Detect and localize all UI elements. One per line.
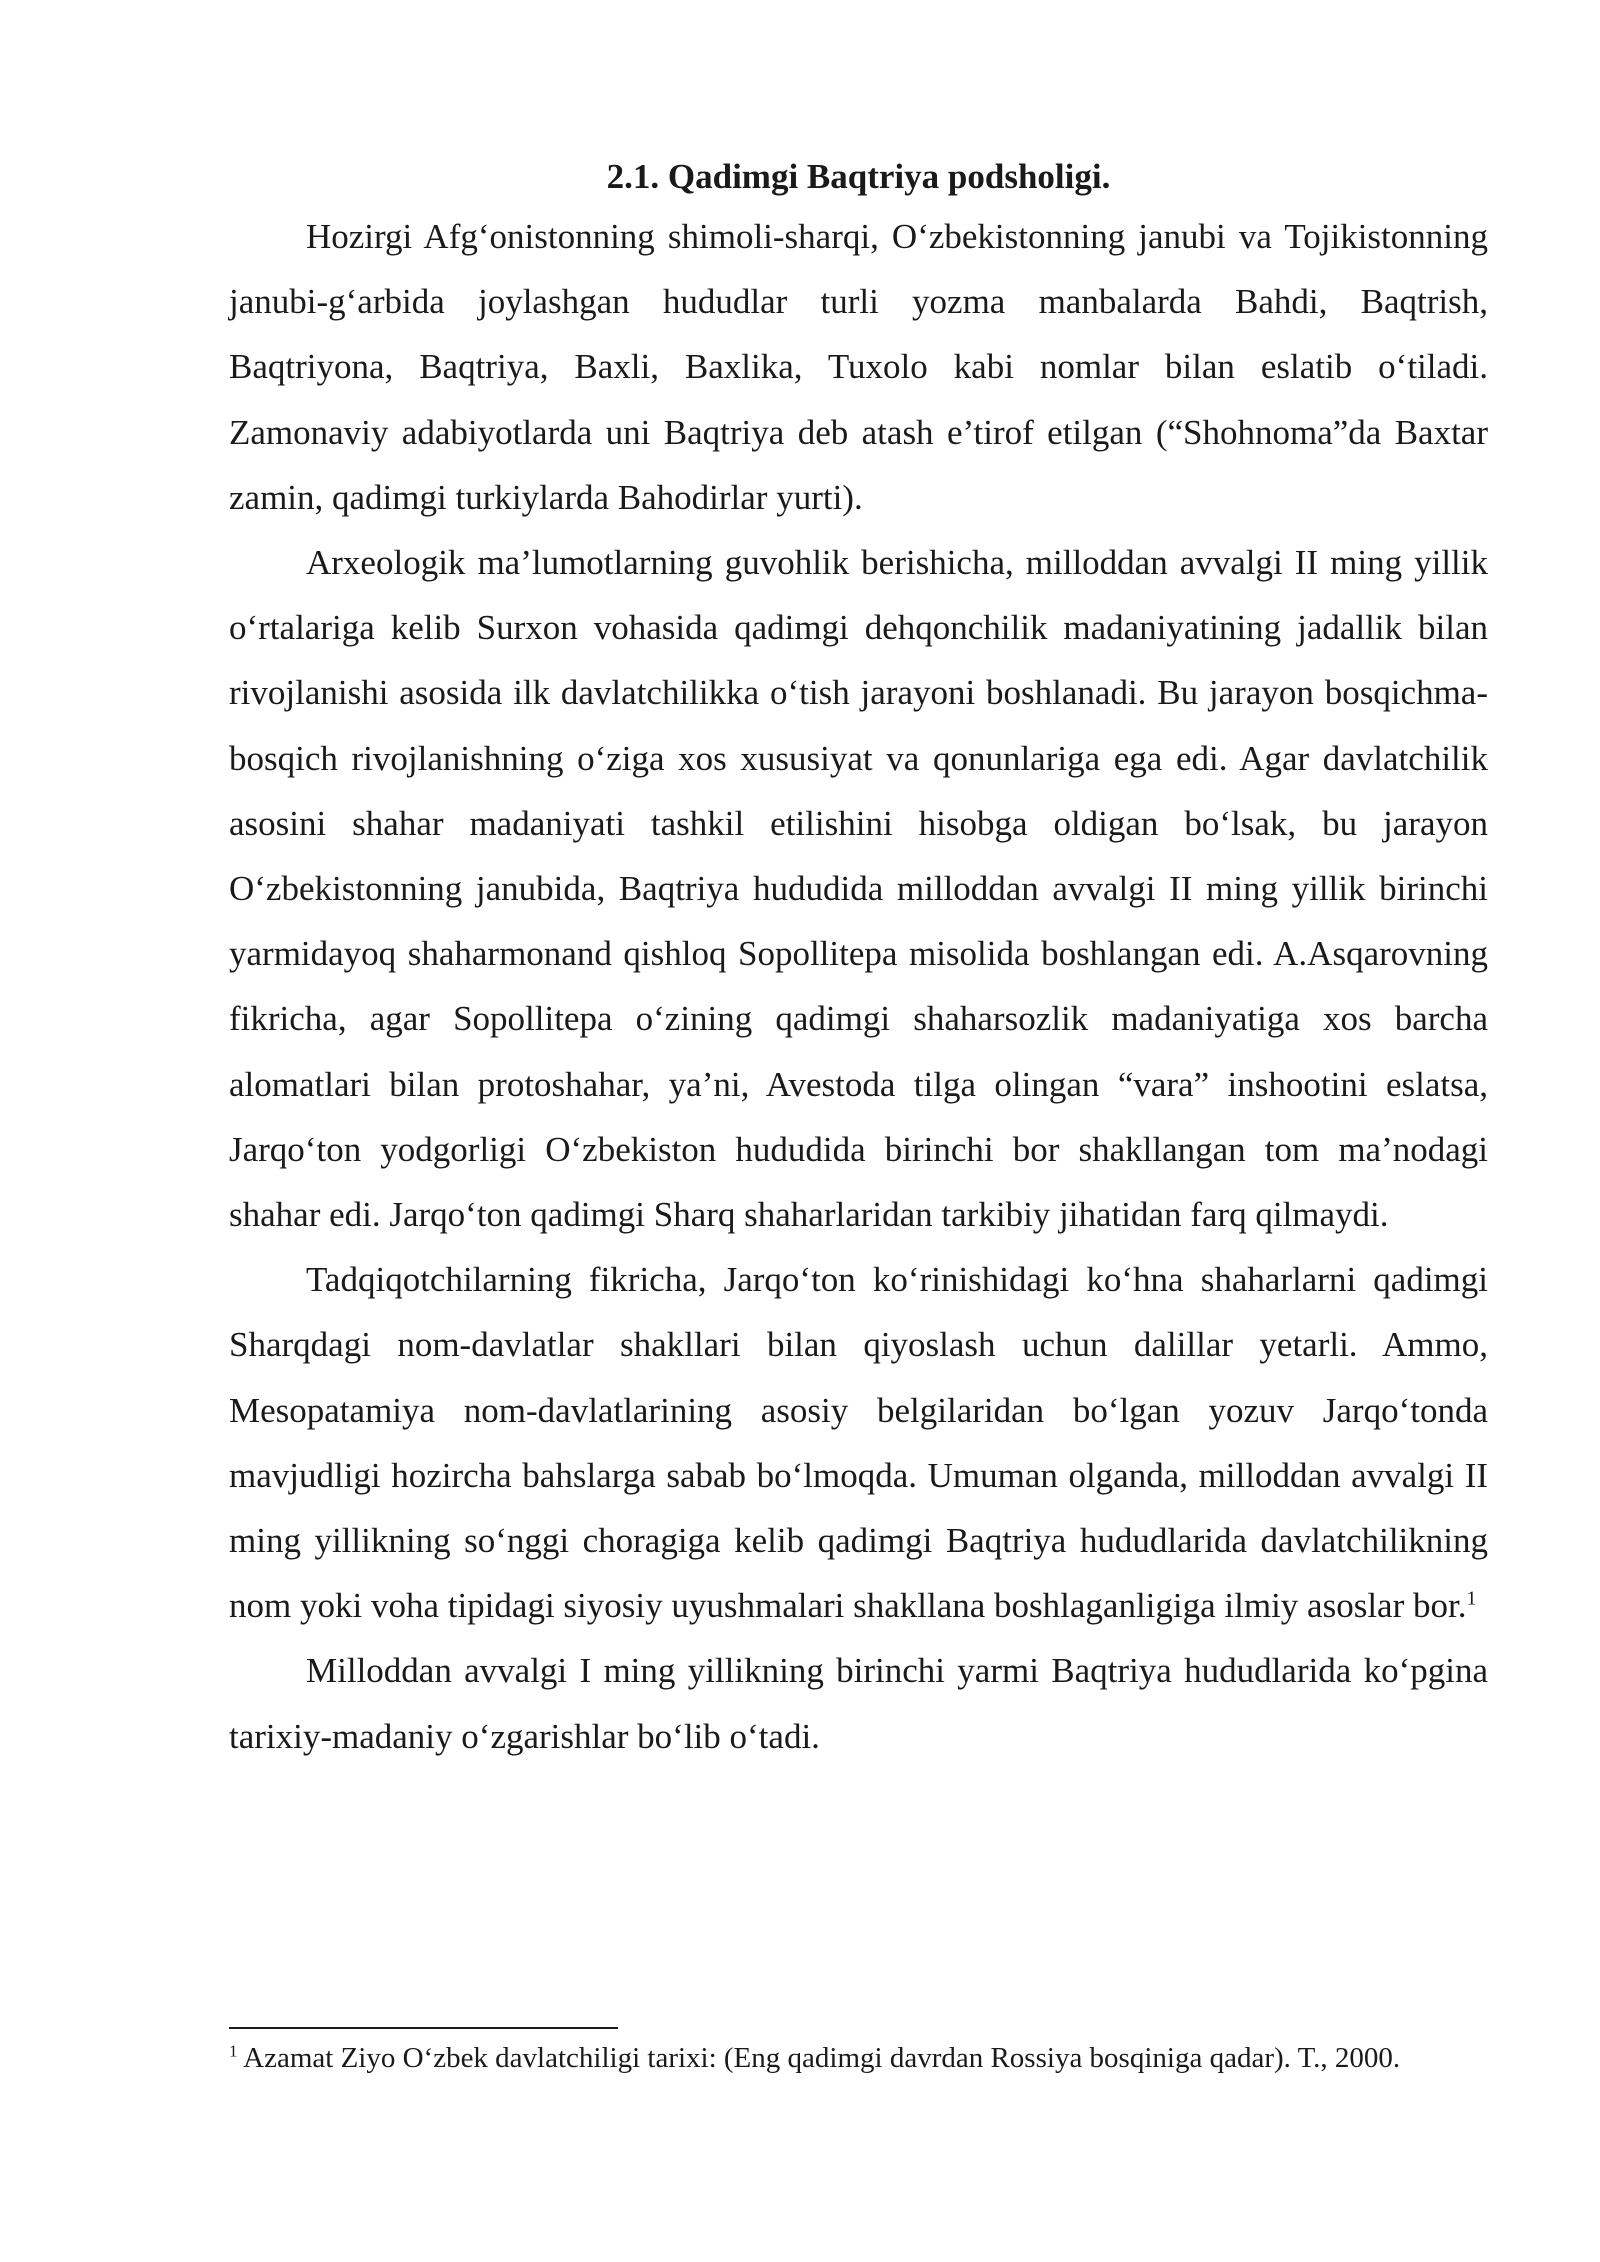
- footnote: [229, 2040, 1488, 2077]
- footnote-separator: [229, 2027, 618, 2029]
- paragraph-1-text: Hozirgi Afg‘onistonning shimoli-sharqi, O‘zbekistonning janubi va Tojikistonning janubi-g‘arbida joylashgan hududlar turli yozma manbalarda Bahdi, Baqtrish, Baqtriyona, Baqtriya, Baxli, Baxlika, Tuxolo kabi nomlar bilan eslatib o‘tiladi. Zamonaviy adabiyotlarda uni Baqtriya deb atash e’tirof etilgan (“Shohnoma”da Baxtar zamin, qadimgi turkiylarda Bahodirlar yurti).: [229, 217, 1488, 517]
- paragraph-4: [229, 1638, 1488, 1768]
- paragraph-2: [229, 530, 1488, 1247]
- footnote-marker: 1: [229, 2041, 238, 2061]
- paragraph-1: [229, 204, 1488, 530]
- paragraph-2-text: Arxeologik ma’lumotlarning guvohlik berishicha, milloddan avvalgi II ming yillik o‘rtalariga kelib Surxon vohasida qadimgi dehqonchilik madaniyatining jadallik bilan rivojlanishi asosida ilk davlatchilikka o‘tish jarayoni boshlanadi. Bu jarayon bosqichma-bosqich rivojlanishning o‘ziga xos xususiyat va qonunlariga ega edi. Agar davlatchilik asosini shahar madaniyati tashkil etilishini hisobga oldigan bo‘lsak, bu jarayon O‘zbekistonning janubida, Baqtriya hududida milloddan avvalgi II ming yillik birinchi yarmidayoq shaharmonand qishloq Sopollitepa misolida boshlangan edi. A.Asqarovning fikricha, agar Sopollitepa o‘zining qadimgi shaharsozlik madaniyatiga xos barcha alomatlari bilan protoshahar, ya’ni, Avestoda tilga olingan “vara” inshootini eslatsa, Jarqo‘ton yodgorligi O‘zbekiston hududida birinchi bor shakllangan tom ma’nodagi shahar edi. Jarqo‘ton qadimgi Sharq shaharlaridan tarkibiy jihatidan farq qilmaydi.: [229, 543, 1488, 1235]
- main-content: [229, 150, 1488, 1769]
- section-heading: 2.1. Qadimgi Baqtriya podsholigi.: [606, 157, 1111, 196]
- paragraph-3: [229, 1247, 1488, 1638]
- paragraph-4-text: Milloddan avvalgi I ming yillikning birinchi yarmi Baqtriya hududlarida ko‘pgina tarixiy-madaniy o‘zgarishlar bo‘lib o‘tadi.: [229, 1651, 1488, 1756]
- footnote-text: Azamat Ziyo O‘zbek davlatchiligi tarixi: (Eng qadimgi davrdan Rossiya bosqiniga qadar). T., 2000.: [237, 2042, 1401, 2074]
- paragraph-3-text: Tadqiqotchilarning fikricha, Jarqo‘ton ko‘rinishidagi ko‘hna shaharlarni qadimgi Sharqdagi nom-davlatlar shakllari bilan qiyoslash uchun dalillar yetarli. Ammo, Mesopatamiya nom-davlatlarining asosiy belgilaridan bo‘lgan yozuv Jarqo‘tonda mavjudligi hozircha bahslarga sabab bo‘lmoqda. Umuman olganda, milloddan avvalgi II ming yillikning so‘nggi choragiga kelib qadimgi Baqtriya hududlarida davlatchilikning nom yoki voha tipidagi siyosiy uyushmalari shakllana boshlaganligiga ilmiy asoslar bor.: [229, 1260, 1488, 1626]
- footnote-reference[interactable]: 1: [1466, 1587, 1477, 1610]
